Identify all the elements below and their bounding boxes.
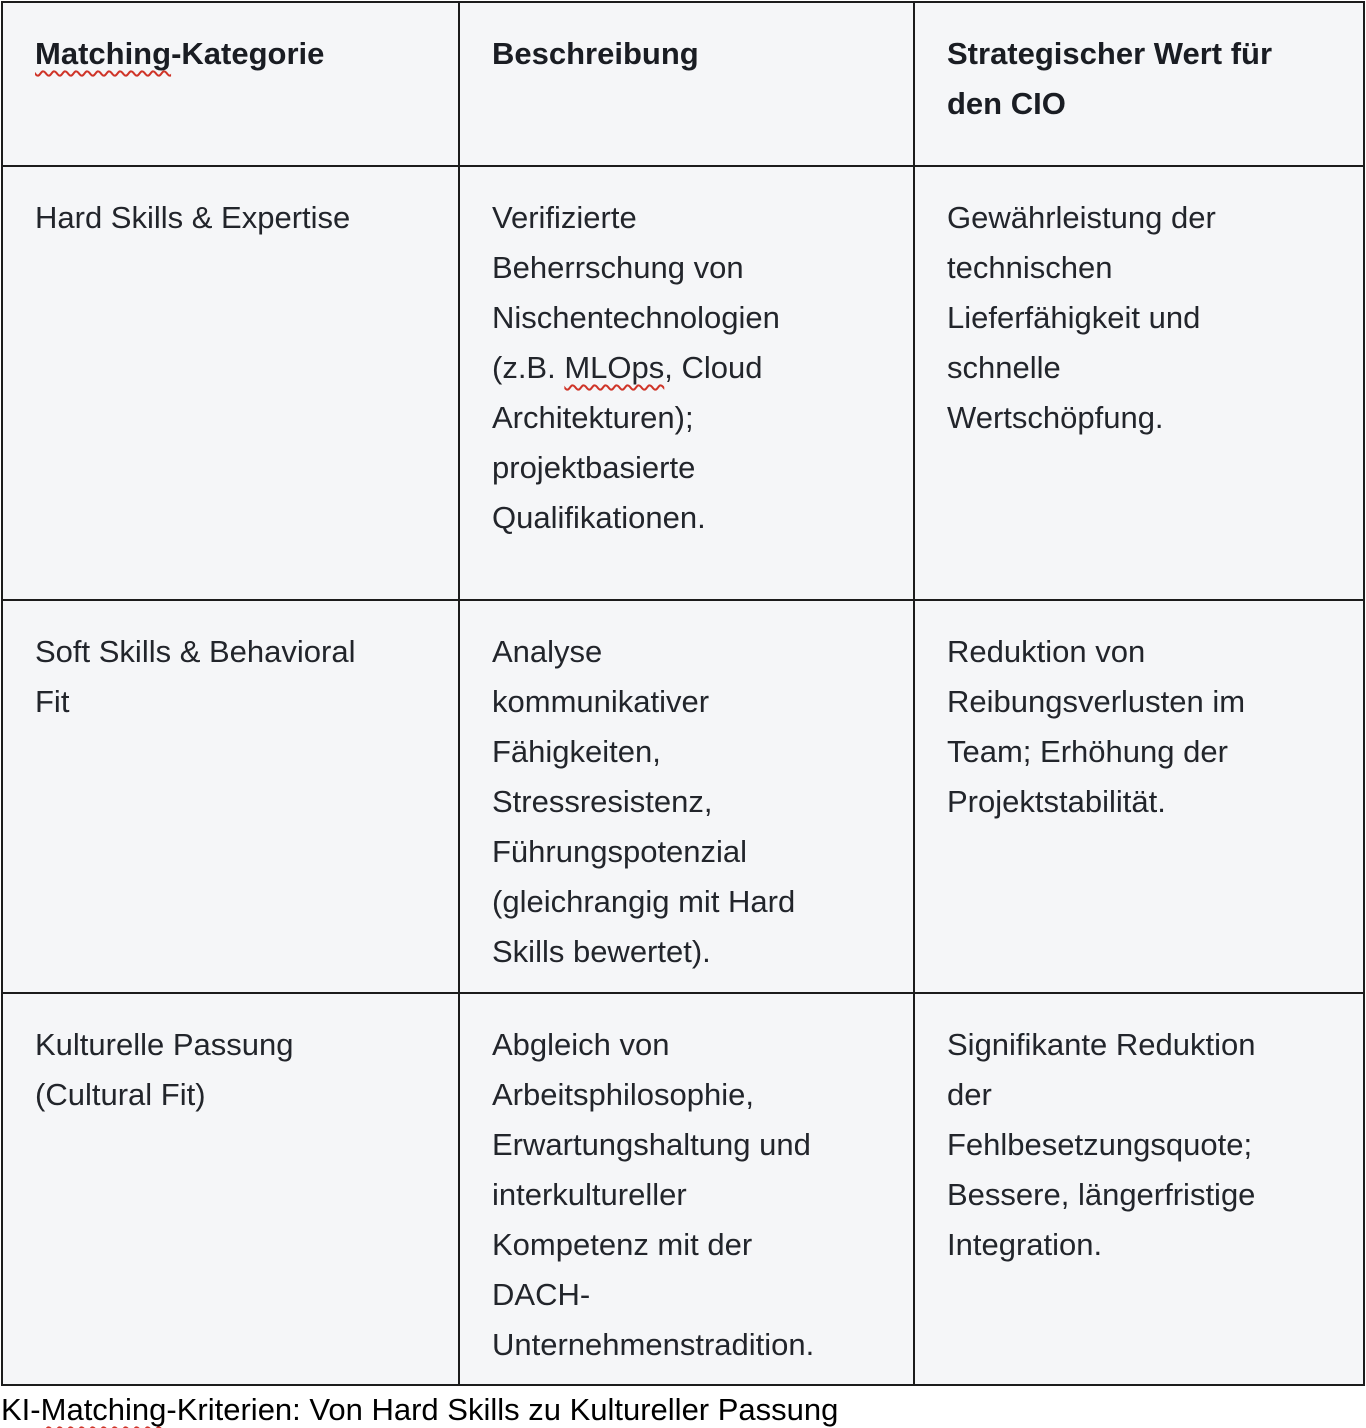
strategic-value-cell	[914, 993, 1364, 1385]
header-text: Matching-Kategorie	[35, 36, 325, 71]
category-cell	[2, 600, 459, 993]
strategic-value-cell	[914, 166, 1364, 600]
misspelled-word: MLOps	[564, 350, 665, 385]
table-row-kulturelle-passung	[2, 993, 1364, 1385]
table-row-hard-skills	[2, 166, 1364, 600]
header-text: Strategischer Wert für den CIO	[947, 36, 1273, 121]
category-cell	[2, 166, 459, 600]
header-cell-strategischer-wert	[914, 2, 1364, 166]
matching-criteria-table	[1, 1, 1365, 1386]
table-row-soft-skills	[2, 600, 1364, 993]
description-cell	[459, 993, 914, 1385]
header-row	[2, 2, 1364, 166]
misspelled-word: Matching	[40, 1392, 167, 1427]
category-text: Soft Skills & Behavioral Fit	[35, 634, 356, 719]
category-text: Hard Skills & Expertise	[35, 200, 351, 235]
misspelled-word: Matching	[35, 36, 172, 71]
description-cell	[459, 600, 914, 993]
strategic-value-text: Reduktion von Reibungsverlusten im Team; Erhöhung der Projektstabilität.	[947, 634, 1246, 819]
strategic-value-cell	[914, 600, 1364, 993]
category-text: Kulturelle Passung (Cultural Fit)	[35, 1027, 294, 1112]
header-cell-matching-kategorie	[2, 2, 459, 166]
table-caption: KI-Matching-Kriterien: Von Hard Skills zu Kultureller Passung	[1, 1392, 839, 1427]
strategic-value-text: Gewährleistung der technischen Lieferfähigkeit und schnelle Wertschöpfung.	[947, 200, 1216, 435]
description-text: Analyse kommunikativer Fähigkeiten, Stressresistenz, Führungspotenzial (gleichrangig mit Hard Skills bewertet).	[492, 634, 796, 969]
category-cell	[2, 993, 459, 1385]
strategic-value-text: Signifikante Reduktion der Fehlbesetzungsquote; Bessere, längerfristige Integration.	[947, 1027, 1256, 1262]
header-cell-beschreibung	[459, 2, 914, 166]
header-text: Beschreibung	[492, 36, 699, 71]
description-text: Abgleich von Arbeitsphilosophie, Erwartungshaltung und interkultureller Kompetenz mit der DACH-Unternehmenstradition.	[492, 1027, 815, 1362]
description-cell	[459, 166, 914, 600]
description-text: Verifizierte Beherrschung von Nischentechnologien (z.B. MLOps, Cloud Architekturen); projektbasierte Qualifikationen.	[492, 200, 780, 535]
